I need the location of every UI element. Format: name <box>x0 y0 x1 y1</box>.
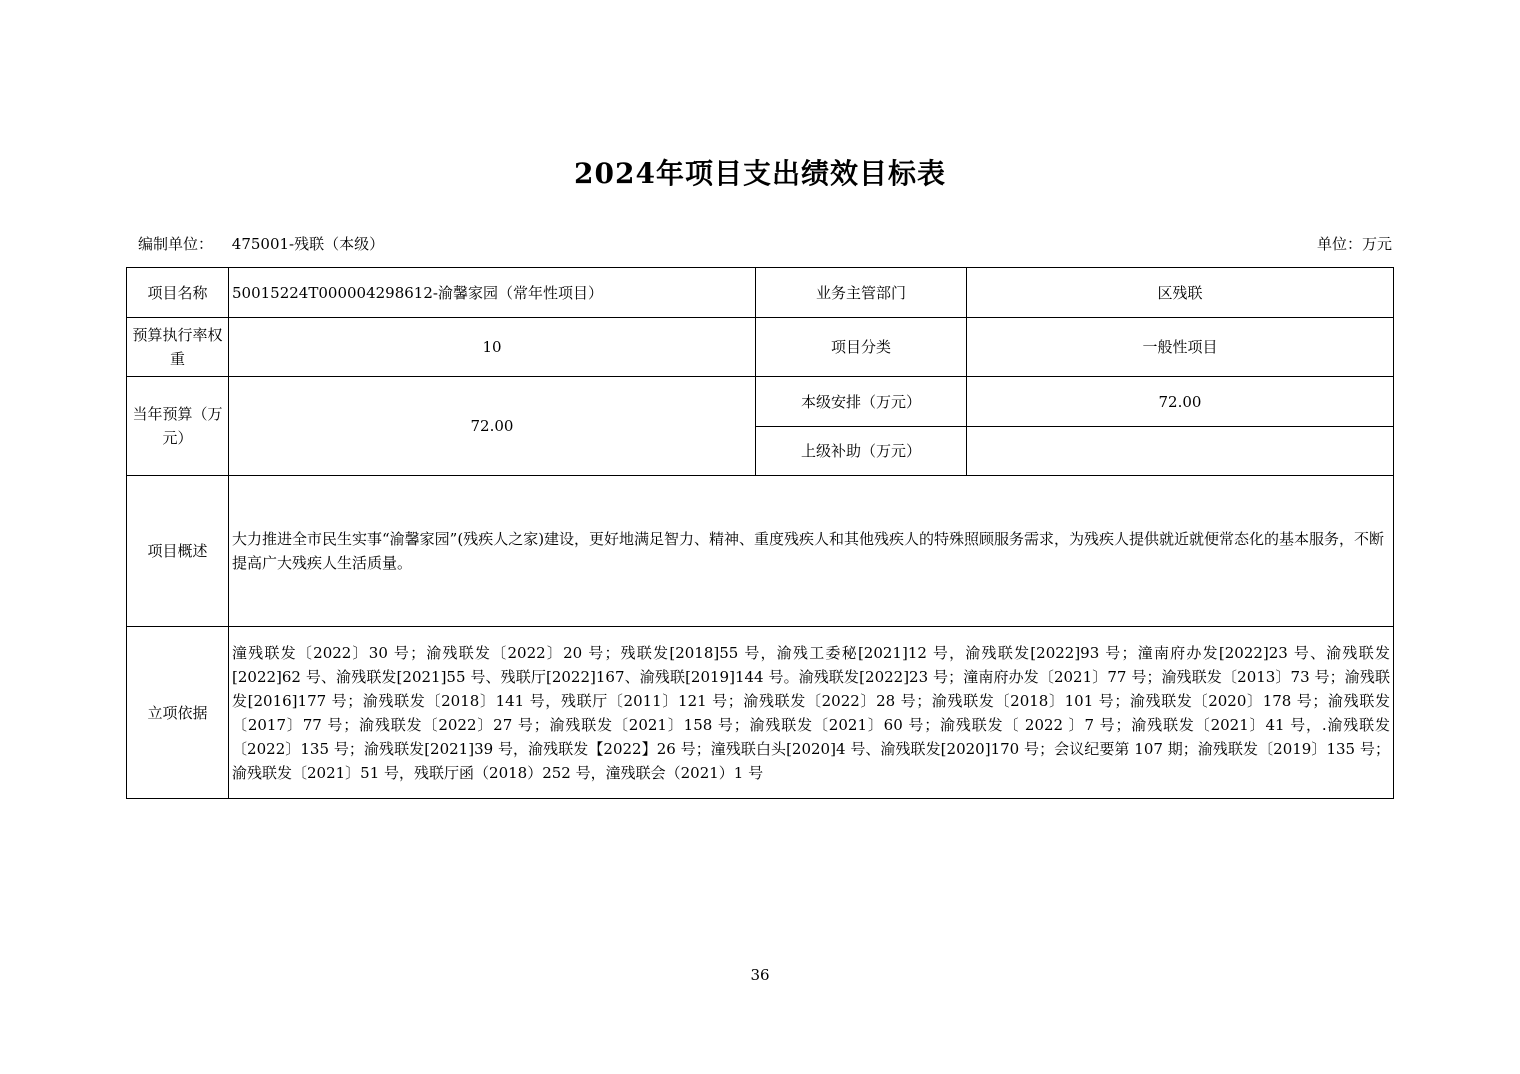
table-row <box>127 476 1394 627</box>
currency-unit-note: 单位：万元 <box>1316 235 1392 253</box>
basis-label: 立项依据 <box>127 627 229 799</box>
weight-value: 10 <box>229 318 756 377</box>
compiling-unit-value: 475001-残联（本级） <box>231 235 385 253</box>
category-label: 项目分类 <box>756 318 967 377</box>
overview-label: 项目概述 <box>127 476 229 627</box>
budget-label: 当年预算（万元） <box>127 377 229 476</box>
document-title: 2024年项目支出绩效目标表 <box>574 157 946 190</box>
table-row <box>127 318 1394 377</box>
upper-subsidy-value <box>967 427 1394 476</box>
table-row <box>127 377 1394 427</box>
budget-value: 72.00 <box>229 377 756 476</box>
page-number: 36 <box>750 966 770 984</box>
compiling-unit-label: 编制单位： <box>138 235 214 253</box>
category-value: 一般性项目 <box>967 318 1394 377</box>
table-row <box>127 268 1394 318</box>
table-row <box>127 627 1394 799</box>
performance-target-table <box>126 267 1394 799</box>
compiling-unit <box>138 233 384 254</box>
local-arrangement-label: 本级安排（万元） <box>756 377 967 427</box>
local-arrangement-value: 72.00 <box>967 377 1394 427</box>
weight-label: 预算执行率权重 <box>127 318 229 377</box>
basis-value: 潼残联发〔2022〕30 号；渝残联发〔2022〕20 号；残联发[2018]55 号，渝残工委秘[2021]12 号，渝残联发[2022]93 号；潼南府办发[2022]23 号、渝残联发[2022]62 号、渝残联发[2021]55 号、残联厅[2022]167、渝残联[2019]144 号。渝残联发[2022]23 号；潼南府办发〔2021〕77 号；渝残联发〔2013〕73 号；渝残联发[2016]177 号；渝残联发〔2018〕141 号，残联厅〔2011〕121 号；渝残联发〔2022〕28 号；渝残联发〔2018〕101 号；渝残联发〔2020〕178 号；渝残联发〔2017〕77 号；渝残联发〔2022〕27 号；渝残联发〔2021〕158 号；渝残联发〔2021〕60 号；渝残联发〔 2022 〕7 号；渝残联发〔2021〕41 号，.渝残联发〔2022〕135 号；渝残联发[2021]39 号，渝残联发【2022】26 号；潼残联白头[2020]4 号、渝残联发[2020]170 号；会议纪要第 107 期；渝残联发〔2019〕135 号；渝残联发〔2021〕51 号，残联厅函（2018）252 号，潼残联会（2021）1 号 <box>229 627 1394 799</box>
project-name-value: 50015224T000004298612-渝馨家园（常年性项目） <box>229 268 756 318</box>
upper-subsidy-label: 上级补助（万元） <box>756 427 967 476</box>
dept-value: 区残联 <box>967 268 1394 318</box>
overview-value: 大力推进全市民生实事“渝馨家园”(残疾人之家)建设，更好地满足智力、精神、重度残疾人和其他残疾人的特殊照顾服务需求，为残疾人提供就近就便常态化的基本服务，不断提高广大残疾人生活质量。 <box>229 476 1394 627</box>
dept-label: 业务主管部门 <box>756 268 967 318</box>
project-name-label: 项目名称 <box>127 268 229 318</box>
